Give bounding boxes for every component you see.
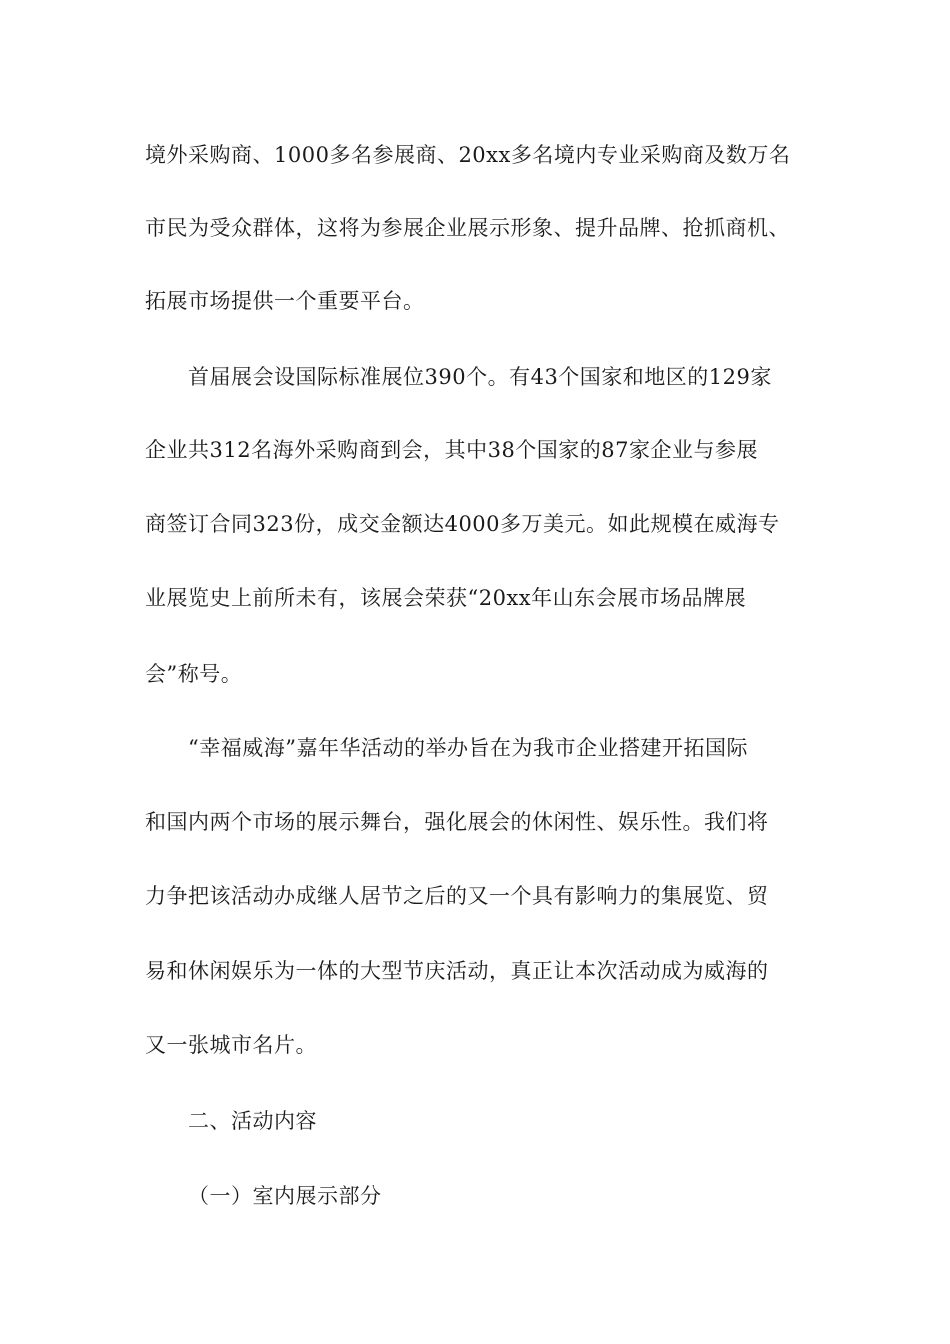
paragraph-line: 业展览史上前所未有，该展会荣获“20xx年山东会展市场品牌展	[145, 586, 747, 610]
section-heading: 二、活动内容	[188, 1109, 317, 1133]
paragraph-line: 又一张城市名片。	[145, 1033, 317, 1057]
paragraph-line: 市民为受众群体，这将为参展企业展示形象、提升品牌、抢抓商机、	[145, 216, 790, 240]
paragraph-line: 会”称号。	[145, 662, 243, 686]
paragraph-line: 力争把该活动办成继人居节之后的又一个具有影响力的集展览、贸	[145, 884, 769, 908]
paragraph-line: 境外采购商、1000多名参展商、20xx多名境内专业采购商及数万名	[145, 143, 791, 167]
subsection-heading: （一）室内展示部分	[188, 1184, 382, 1208]
paragraph-line: 和国内两个市场的展示舞台，强化展会的休闲性、娱乐性。我们将	[145, 810, 769, 834]
paragraph-line: 企业共312名海外采购商到会，其中38个国家的87家企业与参展	[145, 438, 759, 462]
paragraph-line: 拓展市场提供一个重要平台。	[145, 289, 425, 313]
paragraph-line: 易和休闲娱乐为一体的大型节庆活动，真正让本次活动成为威海的	[145, 959, 769, 983]
paragraph-line: “幸福威海”嘉年华活动的举办旨在为我市企业搭建开拓国际	[188, 736, 748, 760]
paragraph-line: 商签订合同323份，成交金额达4000多万美元。如此规模在威海专	[145, 512, 780, 536]
paragraph-line: 首届展会设国际标准展位390个。有43个国家和地区的129家	[188, 365, 772, 389]
